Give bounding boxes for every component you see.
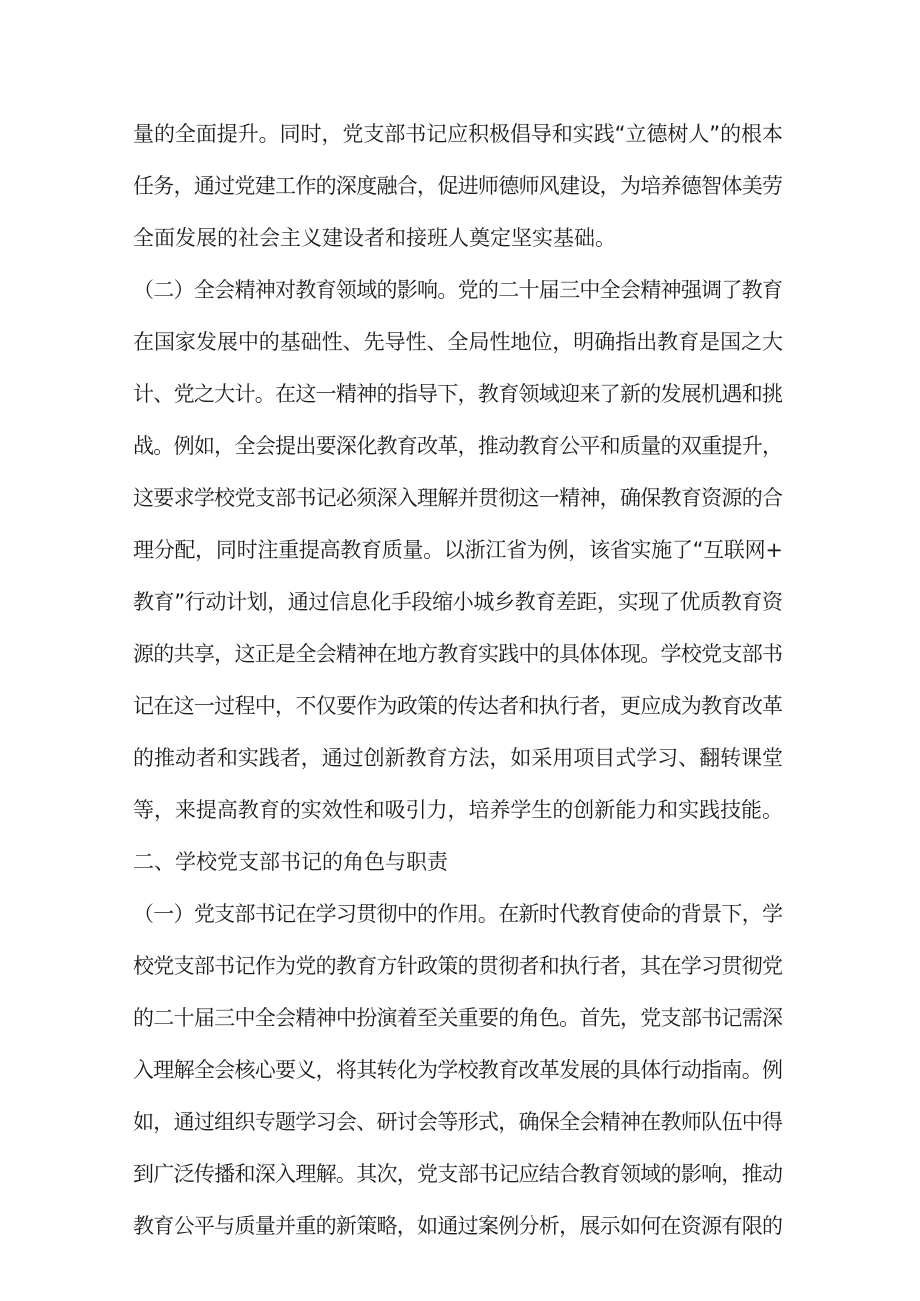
text-line: 如，通过组织专题学习会、研讨会等形式，确保全会精神在教师队伍中得 bbox=[133, 1110, 783, 1134]
section-heading-line: （二）全会精神对教育领域的影响。党的二十届三中全会精神强调了教育 bbox=[133, 278, 783, 302]
section-heading-line: （一）党支部书记在学习贯彻中的作用。在新时代教育使命的背景下，学 bbox=[133, 902, 783, 926]
text-line: 理分配，同时注重提高教育质量。以浙江省为例，该省实施了“互联网+ bbox=[133, 538, 783, 562]
text-line: 量的全面提升。同时，党支部书记应积极倡导和实践“立德树人”的根本 bbox=[133, 122, 783, 146]
text-line: 在国家发展中的基础性、先导性、全局性地位，明确指出教育是国之大 bbox=[133, 330, 783, 354]
text-line: 到广泛传播和深入理解。其次，党支部书记应结合教育领域的影响，推动 bbox=[133, 1162, 783, 1186]
chapter-heading: 二、学校党支部书记的角色与职责 bbox=[133, 850, 448, 874]
document-body bbox=[133, 108, 783, 1252]
text-line: 记在这一过程中，不仅要作为政策的传达者和执行者，更应成为教育改革 bbox=[133, 694, 783, 718]
text-line: 源的共享，这正是全会精神在地方教育实践中的具体体现。学校党支部书 bbox=[133, 642, 783, 666]
text-line: 的二十届三中全会精神中扮演着至关重要的角色。首先，党支部书记需深 bbox=[133, 1006, 783, 1030]
text-line: 的推动者和实践者，通过创新教育方法，如采用项目式学习、翻转课堂 bbox=[133, 746, 783, 770]
text-line: 计、党之大计。在这一精神的指导下，教育领域迎来了新的发展机遇和挑 bbox=[133, 382, 783, 406]
text-line: 教育公平与质量并重的新策略，如通过案例分析，展示如何在资源有限的 bbox=[133, 1214, 783, 1238]
text-line: 全面发展的社会主义建设者和接班人奠定坚实基础。 bbox=[133, 226, 616, 250]
text-line: 这要求学校党支部书记必须深入理解并贯彻这一精神，确保教育资源的合 bbox=[133, 486, 783, 510]
text-line: 入理解全会核心要义，将其转化为学校教育改革发展的具体行动指南。例 bbox=[133, 1058, 783, 1082]
text-line: 校党支部书记作为党的教育方针政策的贯彻者和执行者，其在学习贯彻党 bbox=[133, 954, 783, 978]
text-line: 任务，通过党建工作的深度融合，促进师德师风建设，为培养德智体美劳 bbox=[133, 174, 783, 198]
text-line: 战。例如，全会提出要深化教育改革，推动教育公平和质量的双重提升， bbox=[133, 434, 783, 458]
text-line: 教育”行动计划，通过信息化手段缩小城乡教育差距，实现了优质教育资 bbox=[133, 590, 783, 614]
text-line: 等，来提高教育的实效性和吸引力，培养学生的创新能力和实践技能。 bbox=[133, 798, 783, 822]
